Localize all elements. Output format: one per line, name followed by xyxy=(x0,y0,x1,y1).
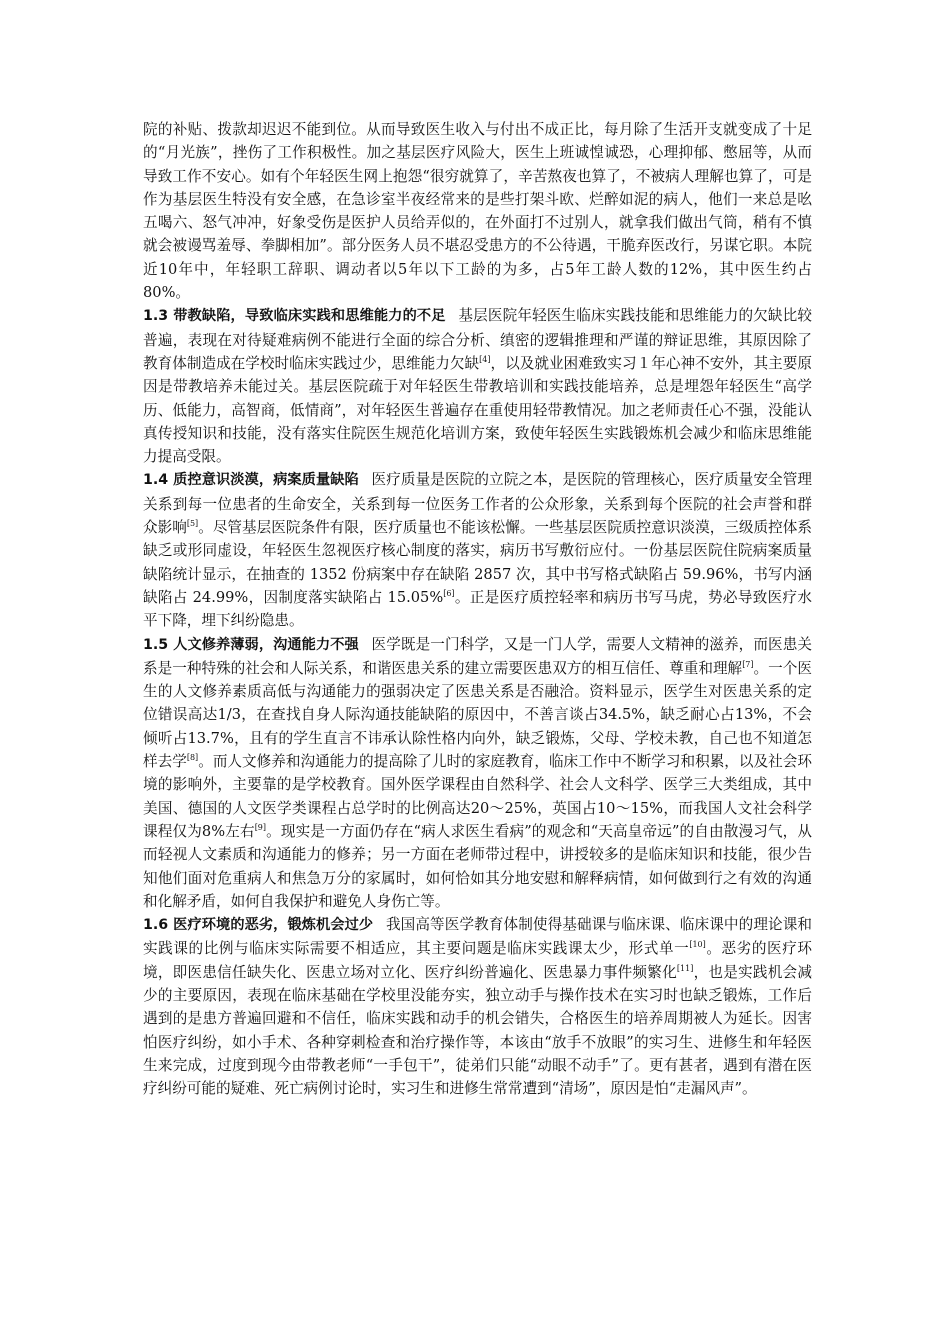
paragraph-text: 医学既是一门科学，又是一门人学，需要人文精神的滋养，而医患关系是一种特殊的社会和人际关系，和谐医患关系的建立需要医患双方的相互信任、尊重和理解 xyxy=(143,635,812,677)
paragraph-text: 。正是医疗质控轻率和病历书写马虎，势必导致医疗水平下降，埋下纠纷隐患。 xyxy=(143,588,812,630)
paragraph-text: 医疗质量是医院的立院之本，是医院的管理核心，医疗质量安全管理关系到每一位患者的生命安全，关系到每一位医务工作者的公众形象，关系到每个医院的社会声誉和群众影响 xyxy=(143,471,812,537)
section-heading: 1.4 质控意识淡漠，病案质量缺陷 xyxy=(143,472,359,489)
section-1-5 xyxy=(143,633,812,914)
citation-ref[interactable]: [11] xyxy=(676,963,694,973)
paragraph-text: 。恶劣的医疗环境，即医患信任缺失化、医患立场对立化、医疗纠纷普遍化、医患暴力事件频繁化 xyxy=(143,940,812,981)
paragraph-text: ，也是实践机会减少的主要原因，表现在临床基础在学校里没能夯实，独立动手与操作技术在实习时也缺乏锻炼，工作后遇到的是患方普遍回避和不信任，临床实践和动手的机会错失，合格医生的培养周期被人为延长。因害怕医疗纠纷，如小手术、各种穿刺检查和治疗操作等，本该由“放手不放眼”的实习生、进修生和年轻医生来完成，过度到现今由带教老师“一手包干”，徒弟们只能“动眼不动手”了。更有甚者，遇到有潜在医疗纠纷可能的疑难、死亡病例讨论时，实习生和进修生常常遭到“清场”，原因是怕“走漏风声”。 xyxy=(143,963,812,1098)
paragraph-text: 。一个医生的人文修养素质高低与沟通能力的强弱决定了医患关系是否融洽。资料显示，医学生对医患关系的定位错误高达1/3，在查找自身人际沟通技能缺陷的原因中，不善言谈占34.5%，缺乏耐心占13%，不会倾听占13.7%，且有的学生直言不讳承认除性格内向外，缺乏锻炼，父母、学校未教，自己也不知道怎样去学 xyxy=(143,659,812,771)
section-heading: 1.5 人文修养薄弱，沟通能力不强 xyxy=(143,636,359,653)
section-heading: 1.3 带教缺陷，导致临床实践和思维能力的不足 xyxy=(143,308,446,325)
paragraph-text: ，以及就业困难致实习１年心神不安外，其主要原因是带教培养未能过关。基层医院疏于对年轻医生带教培训和实践技能培养，总是埋怨年轻医生“高学历、低能力，高智商，低情商”，对年轻医生普遍存在重使用轻带教情况。加之老师责任心不强，没能认真传授知识和技能，没有落实住院医生规范化培训方案，致使年轻医生实践锻炼机会减少和临床思维能力提高受限。 xyxy=(143,354,812,466)
section-1-6 xyxy=(143,913,812,1100)
citation-ref[interactable]: [10] xyxy=(689,940,706,950)
citation-ref[interactable]: [4] xyxy=(479,355,491,365)
paragraph-text: 。而人文修养和沟通能力的提高除了儿时的家庭教育，临床工作中不断学习和积累，以及社会环境的影响外，主要靠的是学校教育。国外医学课程由自然科学、社会人文科学、医学三大类组成，其中美国、德国的人文医学类课程占总学时的比例高达20～25%，英国占10～15%，而我国人文社会科学课程仅为8%左右 xyxy=(143,753,812,840)
paragraph-text: 。尽管基层医院条件有限，医疗质量也不能该松懈。一些基层医院质控意识淡漠，三级质控体系缺乏或形同虚设，年轻医生忽视医疗核心制度的落实，病历书写敷衍应付。一份基层医院住院病案质量缺陷统计显示，在抽查的 1352 份病案中存在缺陷 2857 次，其中书写格式缺陷占 59.96%，书写内涵缺陷占 24.99%，因制度落实缺陷占 15.05% xyxy=(143,519,812,606)
paragraph-intro xyxy=(143,118,812,304)
citation-ref[interactable]: [7] xyxy=(742,659,754,669)
paragraph-text: 我国高等医学教育体制使得基础课与临床课、临床课中的理论课和实践课的比例与临床实际需要不相适应，其主要问题是临床实践课太少，形式单一 xyxy=(143,916,812,958)
citation-ref[interactable]: [6] xyxy=(443,589,455,599)
section-1-3 xyxy=(143,304,812,468)
paragraph-text: 基层医院年轻医生临床实践技能和思维能力的欠缺比较普遍，表现在对待疑难病例不能进行全面的综合分析、缜密的逻辑推理和严谨的辩证思维，其原因除了教育体制造成在学校时临床实践过少，思维能力欠缺 xyxy=(143,307,812,372)
citation-ref[interactable]: [5] xyxy=(186,519,199,529)
paragraph-text: 院的补贴、拨款却迟迟不能到位。从而导致医生收入与付出不成正比，每月除了生活开支就变成了十足的“月光族”，挫伤了工作积极性。加之基层医疗风险大，医生上班诚惶诚恐，心理抑郁、憋屈等，从而导致工作不安心。如有个年轻医生网上抱怨“很穷就算了，辛苦熬夜也算了，不被病人理解也算了，可是作为基层医生特没有安全感，在急诊室半夜经常来的是些打架斗欧、烂醉如泥的病人，他们一来总是吆五喝六、怒气冲冲，好象受伤是医护人员给弄似的，在外面打不过别人，就拿我们做出气筒，稍有不慎就会被谩骂羞辱、拳脚相加”。部分医务人员不堪忍受患方的不公待遇，干脆弃医改行，另谋它职。本院近10年中，年轻职工辞职、调动者以5年以下工龄的为多，占5年工龄人数的12%，其中医生约占80%。 xyxy=(143,121,812,302)
article-body xyxy=(143,118,812,1100)
citation-ref[interactable]: [8] xyxy=(186,753,199,763)
section-heading: 1.6 医疗环境的恶劣，锻炼机会过少 xyxy=(143,917,374,934)
citation-ref[interactable]: [9] xyxy=(254,823,267,833)
section-1-4 xyxy=(143,468,812,632)
paragraph-text: 。现实是一方面仍存在“病人求医生看病”的观念和“天高皇帝远”的自由散漫习气，从而轻视人文素质和沟通能力的修养；另一方面在老师带过程中，讲授较多的是临床知识和技能，很少告知他们面对危重病人和焦急万分的家属时，如何恰如其分地安慰和解释病情，如何做到行之有效的沟通和化解矛盾，如何自我保护和避免人身伤亡等。 xyxy=(143,822,812,910)
